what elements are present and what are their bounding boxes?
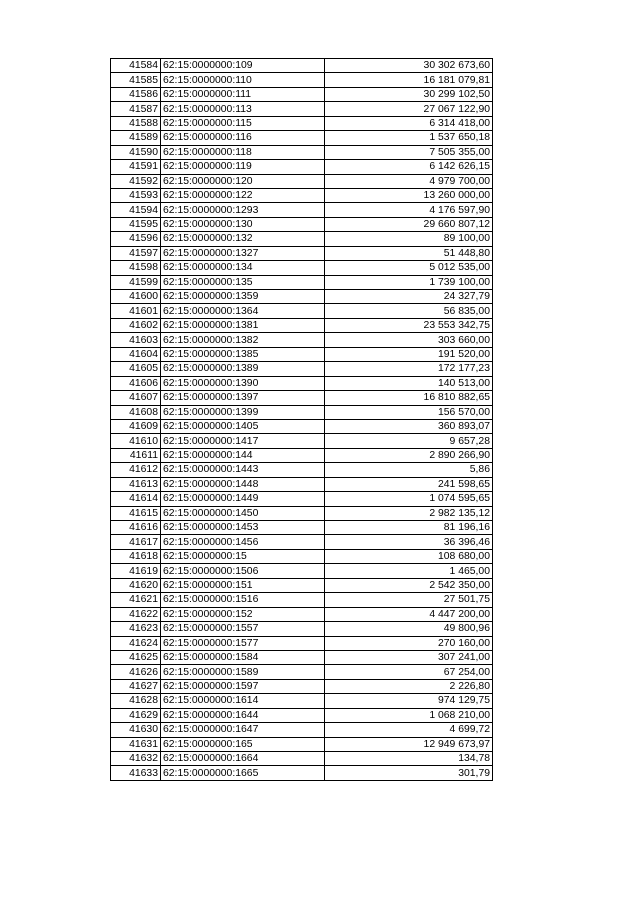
cadastral-value-cell: 1 068 210,00 xyxy=(325,708,493,722)
cadastral-number-cell: 62:15:0000000:152 xyxy=(161,607,325,621)
row-number-cell: 41631 xyxy=(111,737,161,751)
cadastral-value-cell: 140 513,00 xyxy=(325,376,493,390)
row-number-cell: 41610 xyxy=(111,434,161,448)
cadastral-value-cell: 16 810 882,65 xyxy=(325,391,493,405)
row-number-cell: 41612 xyxy=(111,463,161,477)
cadastral-value-cell: 303 660,00 xyxy=(325,333,493,347)
cadastral-number-cell: 62:15:0000000:1664 xyxy=(161,752,325,766)
table-row xyxy=(111,463,493,477)
cadastral-number-cell: 62:15:0000000:15 xyxy=(161,549,325,563)
cadastral-number-cell: 62:15:0000000:1516 xyxy=(161,593,325,607)
cadastral-number-cell: 62:15:0000000:120 xyxy=(161,174,325,188)
cadastral-value-cell: 56 835,00 xyxy=(325,304,493,318)
cadastral-value-cell: 89 100,00 xyxy=(325,232,493,246)
row-number-cell: 41592 xyxy=(111,174,161,188)
row-number-cell: 41597 xyxy=(111,246,161,260)
cadastral-number-cell: 62:15:0000000:1443 xyxy=(161,463,325,477)
row-number-cell: 41589 xyxy=(111,131,161,145)
cadastral-value-cell: 4 176 597,90 xyxy=(325,203,493,217)
cadastral-value-cell: 134,78 xyxy=(325,752,493,766)
cadastral-value-cell: 270 160,00 xyxy=(325,636,493,650)
table-row xyxy=(111,405,493,419)
row-number-cell: 41627 xyxy=(111,679,161,693)
table-row xyxy=(111,607,493,621)
cadastral-number-cell: 62:15:0000000:1385 xyxy=(161,347,325,361)
cadastral-value-cell: 27 501,75 xyxy=(325,593,493,607)
row-number-cell: 41587 xyxy=(111,102,161,116)
row-number-cell: 41628 xyxy=(111,694,161,708)
cadastral-value-cell: 12 949 673,97 xyxy=(325,737,493,751)
cadastral-value-cell: 2 890 266,90 xyxy=(325,448,493,462)
cadastral-number-cell: 62:15:0000000:1397 xyxy=(161,391,325,405)
row-number-cell: 41617 xyxy=(111,535,161,549)
row-number-cell: 41596 xyxy=(111,232,161,246)
table-row xyxy=(111,246,493,260)
cadastral-number-cell: 62:15:0000000:1381 xyxy=(161,318,325,332)
table-row xyxy=(111,593,493,607)
cadastral-number-cell: 62:15:0000000:144 xyxy=(161,448,325,462)
table-row xyxy=(111,535,493,549)
row-number-cell: 41626 xyxy=(111,665,161,679)
table-row xyxy=(111,333,493,347)
cadastral-value-cell: 67 254,00 xyxy=(325,665,493,679)
table-body xyxy=(111,59,493,781)
table-row xyxy=(111,766,493,780)
row-number-cell: 41586 xyxy=(111,87,161,101)
table-row xyxy=(111,275,493,289)
row-number-cell: 41632 xyxy=(111,752,161,766)
cadastral-value-cell: 6 314 418,00 xyxy=(325,116,493,130)
cadastral-value-cell: 172 177,23 xyxy=(325,362,493,376)
cadastral-number-cell: 62:15:0000000:135 xyxy=(161,275,325,289)
cadastral-number-cell: 62:15:0000000:1390 xyxy=(161,376,325,390)
table-row xyxy=(111,362,493,376)
table-row xyxy=(111,304,493,318)
row-number-cell: 41619 xyxy=(111,564,161,578)
cadastral-value-cell: 9 657,28 xyxy=(325,434,493,448)
row-number-cell: 41605 xyxy=(111,362,161,376)
table-row xyxy=(111,160,493,174)
cadastral-value-cell: 1 739 100,00 xyxy=(325,275,493,289)
cadastral-value-cell: 241 598,65 xyxy=(325,477,493,491)
cadastral-number-cell: 62:15:0000000:1577 xyxy=(161,636,325,650)
cadastral-value-cell: 2 226,80 xyxy=(325,679,493,693)
cadastral-number-cell: 62:15:0000000:109 xyxy=(161,59,325,73)
cadastral-number-cell: 62:15:0000000:1453 xyxy=(161,521,325,535)
row-number-cell: 41614 xyxy=(111,492,161,506)
cadastral-number-cell: 62:15:0000000:1644 xyxy=(161,708,325,722)
cadastral-value-cell: 4 699,72 xyxy=(325,723,493,737)
row-number-cell: 41590 xyxy=(111,145,161,159)
row-number-cell: 41602 xyxy=(111,318,161,332)
row-number-cell: 41606 xyxy=(111,376,161,390)
row-number-cell: 41611 xyxy=(111,448,161,462)
cadastral-number-cell: 62:15:0000000:122 xyxy=(161,188,325,202)
cadastral-number-cell: 62:15:0000000:134 xyxy=(161,261,325,275)
table-row xyxy=(111,376,493,390)
cadastral-number-cell: 62:15:0000000:115 xyxy=(161,116,325,130)
cadastral-value-cell: 49 800,96 xyxy=(325,622,493,636)
row-number-cell: 41621 xyxy=(111,593,161,607)
row-number-cell: 41603 xyxy=(111,333,161,347)
table-row xyxy=(111,737,493,751)
table-row xyxy=(111,448,493,462)
cadastral-number-cell: 62:15:0000000:1614 xyxy=(161,694,325,708)
cadastral-value-cell: 307 241,00 xyxy=(325,650,493,664)
row-number-cell: 41633 xyxy=(111,766,161,780)
cadastral-number-cell: 62:15:0000000:1449 xyxy=(161,492,325,506)
table-row xyxy=(111,650,493,664)
table-row xyxy=(111,549,493,563)
cadastral-value-cell: 360 893,07 xyxy=(325,419,493,433)
table-row xyxy=(111,145,493,159)
table-row xyxy=(111,477,493,491)
cadastral-value-cell: 191 520,00 xyxy=(325,347,493,361)
table-row xyxy=(111,131,493,145)
table-row xyxy=(111,174,493,188)
cadastral-number-cell: 62:15:0000000:1382 xyxy=(161,333,325,347)
table-row xyxy=(111,391,493,405)
table-row xyxy=(111,506,493,520)
table-row xyxy=(111,203,493,217)
cadastral-value-table xyxy=(110,58,493,781)
table-row xyxy=(111,636,493,650)
cadastral-value-cell: 29 660 807,12 xyxy=(325,217,493,231)
table-row xyxy=(111,492,493,506)
table-row xyxy=(111,59,493,73)
cadastral-value-cell: 30 302 673,60 xyxy=(325,59,493,73)
cadastral-number-cell: 62:15:0000000:111 xyxy=(161,87,325,101)
cadastral-number-cell: 62:15:0000000:116 xyxy=(161,131,325,145)
cadastral-number-cell: 62:15:0000000:132 xyxy=(161,232,325,246)
row-number-cell: 41599 xyxy=(111,275,161,289)
row-number-cell: 41624 xyxy=(111,636,161,650)
table-row xyxy=(111,521,493,535)
cadastral-value-cell: 1 074 595,65 xyxy=(325,492,493,506)
cadastral-number-cell: 62:15:0000000:1557 xyxy=(161,622,325,636)
cadastral-number-cell: 62:15:0000000:119 xyxy=(161,160,325,174)
row-number-cell: 41591 xyxy=(111,160,161,174)
cadastral-value-cell: 4 447 200,00 xyxy=(325,607,493,621)
table-row xyxy=(111,723,493,737)
cadastral-value-cell: 301,79 xyxy=(325,766,493,780)
row-number-cell: 41595 xyxy=(111,217,161,231)
table-row xyxy=(111,578,493,592)
table-row xyxy=(111,752,493,766)
row-number-cell: 41588 xyxy=(111,116,161,130)
cadastral-value-cell: 156 570,00 xyxy=(325,405,493,419)
row-number-cell: 41616 xyxy=(111,521,161,535)
cadastral-number-cell: 62:15:0000000:1417 xyxy=(161,434,325,448)
cadastral-value-cell: 7 505 355,00 xyxy=(325,145,493,159)
table-row xyxy=(111,318,493,332)
cadastral-number-cell: 62:15:0000000:165 xyxy=(161,737,325,751)
cadastral-value-cell: 27 067 122,90 xyxy=(325,102,493,116)
row-number-cell: 41608 xyxy=(111,405,161,419)
cadastral-number-cell: 62:15:0000000:113 xyxy=(161,102,325,116)
table-row xyxy=(111,434,493,448)
cadastral-value-cell: 1 537 650,18 xyxy=(325,131,493,145)
row-number-cell: 41600 xyxy=(111,290,161,304)
cadastral-value-cell: 6 142 626,15 xyxy=(325,160,493,174)
cadastral-number-cell: 62:15:0000000:1647 xyxy=(161,723,325,737)
cadastral-number-cell: 62:15:0000000:1456 xyxy=(161,535,325,549)
cadastral-value-cell: 2 982 135,12 xyxy=(325,506,493,520)
table-row xyxy=(111,87,493,101)
cadastral-value-cell: 2 542 350,00 xyxy=(325,578,493,592)
cadastral-value-cell: 30 299 102,50 xyxy=(325,87,493,101)
cadastral-value-cell: 24 327,79 xyxy=(325,290,493,304)
cadastral-value-cell: 36 396,46 xyxy=(325,535,493,549)
table-row xyxy=(111,261,493,275)
table-row xyxy=(111,564,493,578)
table-row xyxy=(111,217,493,231)
table-row xyxy=(111,347,493,361)
cadastral-value-cell: 5,86 xyxy=(325,463,493,477)
table-row xyxy=(111,622,493,636)
row-number-cell: 41623 xyxy=(111,622,161,636)
row-number-cell: 41630 xyxy=(111,723,161,737)
cadastral-number-cell: 62:15:0000000:1293 xyxy=(161,203,325,217)
cadastral-number-cell: 62:15:0000000:1389 xyxy=(161,362,325,376)
row-number-cell: 41618 xyxy=(111,549,161,563)
row-number-cell: 41615 xyxy=(111,506,161,520)
cadastral-value-cell: 108 680,00 xyxy=(325,549,493,563)
cadastral-number-cell: 62:15:0000000:1597 xyxy=(161,679,325,693)
table-row xyxy=(111,665,493,679)
cadastral-value-cell: 16 181 079,81 xyxy=(325,73,493,87)
table-row xyxy=(111,73,493,87)
cadastral-value-cell: 13 260 000,00 xyxy=(325,188,493,202)
cadastral-number-cell: 62:15:0000000:1589 xyxy=(161,665,325,679)
cadastral-value-cell: 51 448,80 xyxy=(325,246,493,260)
cadastral-value-cell: 974 129,75 xyxy=(325,694,493,708)
row-number-cell: 41607 xyxy=(111,391,161,405)
row-number-cell: 41585 xyxy=(111,73,161,87)
cadastral-number-cell: 62:15:0000000:1584 xyxy=(161,650,325,664)
table-row xyxy=(111,232,493,246)
cadastral-number-cell: 62:15:0000000:1506 xyxy=(161,564,325,578)
row-number-cell: 41613 xyxy=(111,477,161,491)
table-row xyxy=(111,116,493,130)
cadastral-number-cell: 62:15:0000000:1405 xyxy=(161,419,325,433)
cadastral-number-cell: 62:15:0000000:151 xyxy=(161,578,325,592)
row-number-cell: 41594 xyxy=(111,203,161,217)
cadastral-value-cell: 81 196,16 xyxy=(325,521,493,535)
cadastral-number-cell: 62:15:0000000:1448 xyxy=(161,477,325,491)
table-row xyxy=(111,188,493,202)
cadastral-value-cell: 5 012 535,00 xyxy=(325,261,493,275)
cadastral-value-cell: 1 465,00 xyxy=(325,564,493,578)
row-number-cell: 41601 xyxy=(111,304,161,318)
table-row xyxy=(111,102,493,116)
cadastral-number-cell: 62:15:0000000:1327 xyxy=(161,246,325,260)
row-number-cell: 41620 xyxy=(111,578,161,592)
row-number-cell: 41604 xyxy=(111,347,161,361)
cadastral-number-cell: 62:15:0000000:1399 xyxy=(161,405,325,419)
cadastral-number-cell: 62:15:0000000:118 xyxy=(161,145,325,159)
cadastral-number-cell: 62:15:0000000:1665 xyxy=(161,766,325,780)
cadastral-number-cell: 62:15:0000000:1364 xyxy=(161,304,325,318)
table-row xyxy=(111,290,493,304)
cadastral-value-cell: 4 979 700,00 xyxy=(325,174,493,188)
table-row xyxy=(111,679,493,693)
table-row xyxy=(111,419,493,433)
row-number-cell: 41593 xyxy=(111,188,161,202)
table-row xyxy=(111,694,493,708)
row-number-cell: 41622 xyxy=(111,607,161,621)
row-number-cell: 41625 xyxy=(111,650,161,664)
cadastral-number-cell: 62:15:0000000:130 xyxy=(161,217,325,231)
cadastral-number-cell: 62:15:0000000:1359 xyxy=(161,290,325,304)
cadastral-number-cell: 62:15:0000000:1450 xyxy=(161,506,325,520)
row-number-cell: 41584 xyxy=(111,59,161,73)
row-number-cell: 41598 xyxy=(111,261,161,275)
row-number-cell: 41629 xyxy=(111,708,161,722)
cadastral-value-cell: 23 553 342,75 xyxy=(325,318,493,332)
row-number-cell: 41609 xyxy=(111,419,161,433)
table-row xyxy=(111,708,493,722)
cadastral-number-cell: 62:15:0000000:110 xyxy=(161,73,325,87)
